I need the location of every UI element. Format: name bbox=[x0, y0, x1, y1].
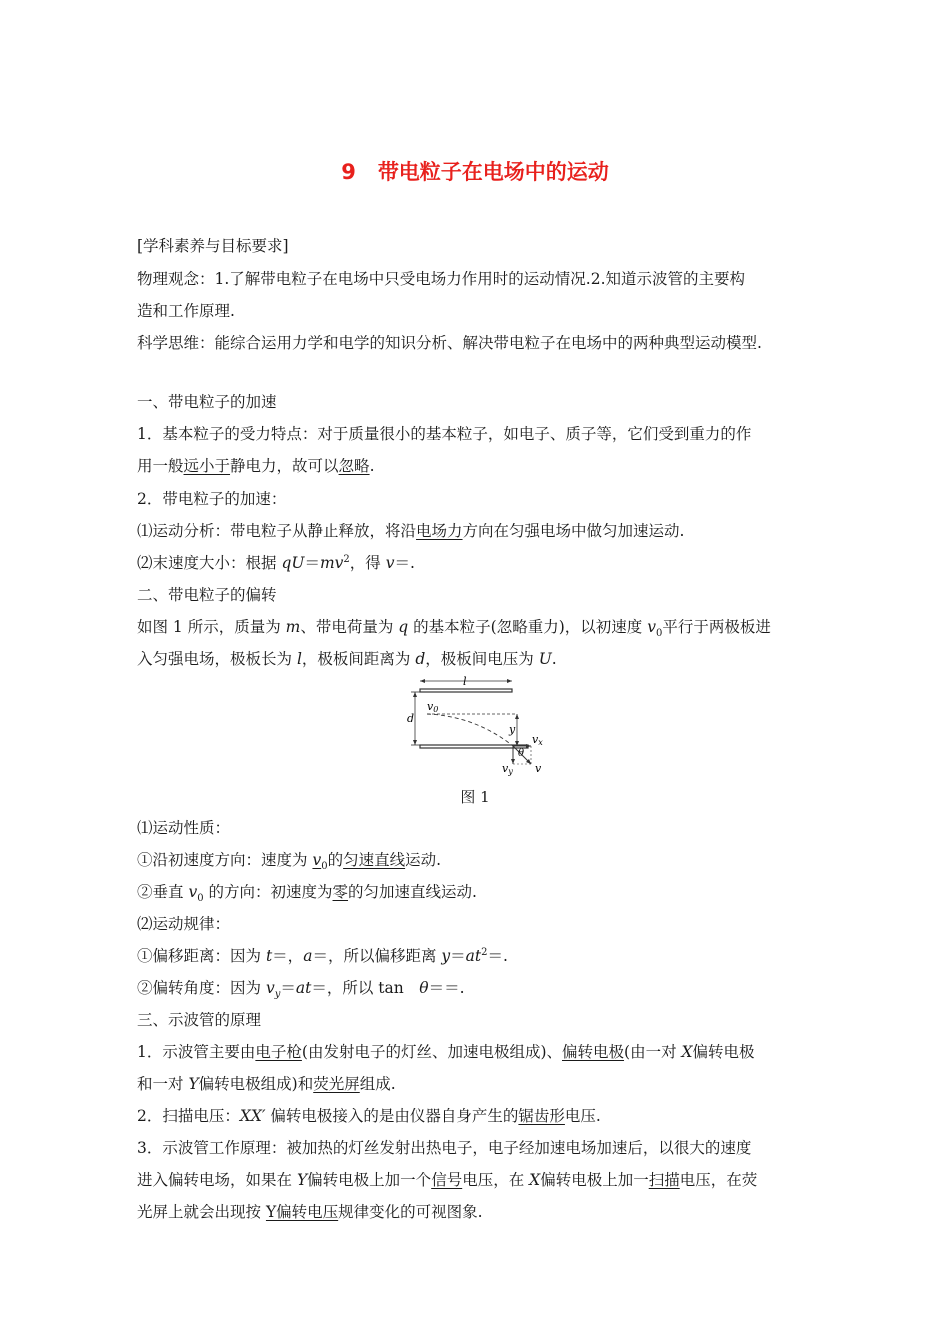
blank-answer: 偏转电极 bbox=[562, 1043, 625, 1061]
label-v0: v0 bbox=[427, 700, 439, 714]
blank-answer: 匀速直线 bbox=[343, 851, 406, 869]
upper-plate bbox=[420, 689, 512, 692]
title-text: 带电粒子在电场中的运动 bbox=[377, 160, 609, 184]
blank-answer: Y偏转电压 bbox=[265, 1203, 339, 1221]
label-l: l bbox=[463, 676, 467, 688]
blank-answer: 远小于 bbox=[183, 457, 231, 475]
paragraph-line: ⑵末速度大小：根据 $qU=mv^2$，得 v＝. bbox=[137, 553, 415, 572]
blank-answer: 电场力 bbox=[416, 522, 463, 540]
section2-heading: 二、带电粒子的偏转 bbox=[137, 586, 277, 604]
page-title bbox=[0, 156, 950, 186]
paragraph-line: 进入偏转电场，如果在 Y偏转电极上加一个信号电压，在 X偏转电极上加一扫描电压，在荧 bbox=[137, 1171, 758, 1189]
paragraph-line: ②垂直 $v_0$ 的方向：初速度为零的匀加速直线运动. bbox=[137, 883, 477, 905]
paragraph-line: 2．扫描电压：XX′ 偏转电极接入的是由仪器自身产生的锯齿形电压. bbox=[137, 1107, 601, 1125]
trajectory bbox=[427, 714, 513, 746]
paragraph-line: 和一对 Y偏转电极组成)和荧光屏组成. bbox=[137, 1075, 396, 1093]
paragraph-line: 1．示波管主要由电子枪(由发射电子的灯丝、加速电极组成)、偏转电极(由一对 X偏转电极 bbox=[137, 1043, 755, 1061]
figure-caption: 图 1 bbox=[460, 788, 490, 806]
physics-concept-line1: 物理观念：1.了解带电粒子在电场中只受电场力作用时的运动情况.2.知道示波管的主要构 bbox=[137, 270, 746, 288]
paragraph-line: ②偏转角度：因为 $v_y=at=$，所以 tan θ＝＝. bbox=[137, 979, 465, 1001]
blank-answer: 荧光屏 bbox=[313, 1075, 360, 1093]
blank-answer: 电子枪 bbox=[255, 1043, 302, 1061]
paragraph-line: 如图 1 所示，质量为 m、带电荷量为 q 的基本粒子(忽略重力)，以初速度 $v_0$平行于两极板进 bbox=[137, 618, 771, 640]
paragraph-line: 入匀强电场，极板长为 l，极板间距离为 d，极板间电压为 U. bbox=[137, 650, 557, 668]
physics-concept-line2: 造和工作原理. bbox=[137, 302, 235, 320]
scientific-thinking: 科学思维：能综合运用力学和电学的知识分析、解决带电粒子在电场中的两种典型运动模型. bbox=[137, 334, 762, 352]
paragraph-line: 光屏上就会出现按 Y偏转电压规律变化的可视图象. bbox=[137, 1203, 483, 1221]
paragraph-line: ①沿初速度方向：速度为 $v_0$的匀速直线运动. bbox=[137, 851, 442, 873]
label-theta: θ bbox=[518, 748, 525, 759]
paragraph-line: 2．带电粒子的加速： bbox=[137, 490, 287, 508]
section3-heading: 三、示波管的原理 bbox=[137, 1011, 262, 1029]
label-d: d bbox=[407, 712, 415, 725]
paragraph-line: 3．示波管工作原理：被加热的灯丝发射出热电子，电子经加速电场加速后，以很大的速度 bbox=[137, 1139, 752, 1157]
paragraph-line: ⑵运动规律： bbox=[137, 915, 231, 933]
blank-answer: 扫描 bbox=[648, 1171, 680, 1189]
blank-answer: $v_0$ bbox=[312, 851, 328, 873]
paragraph-line: 用一般远小于静电力，故可以忽略. bbox=[137, 457, 375, 475]
section1-heading: 一、带电粒子的加速 bbox=[137, 393, 277, 411]
blank-answer: 信号 bbox=[431, 1171, 463, 1189]
objectives-heading: [学科素养与目标要求] bbox=[137, 237, 289, 255]
paragraph-line: ⑴运动性质： bbox=[137, 819, 231, 837]
label-v: v bbox=[535, 762, 542, 775]
paragraph-line: ①偏移距离：因为 t＝，a＝，所以偏移距离 $y=at^2=$. bbox=[137, 946, 508, 965]
label-y: y bbox=[509, 723, 516, 736]
label-vx: vx bbox=[532, 733, 543, 747]
blank-answer: 锯齿形 bbox=[518, 1107, 565, 1125]
paragraph-line: 1．基本粒子的受力特点：对于质量很小的基本粒子，如电子、质子等，它们受到重力的作 bbox=[137, 425, 752, 443]
label-vy: vy bbox=[502, 762, 513, 776]
section-number: 9 bbox=[341, 160, 356, 184]
deflection-figure bbox=[405, 676, 555, 776]
blank-answer: 零 bbox=[332, 883, 349, 901]
blank-answer: 忽略 bbox=[338, 457, 370, 475]
paragraph-line: ⑴运动分析：带电粒子从静止释放，将沿电场力方向在匀强电场中做匀加速运动. bbox=[137, 522, 685, 540]
